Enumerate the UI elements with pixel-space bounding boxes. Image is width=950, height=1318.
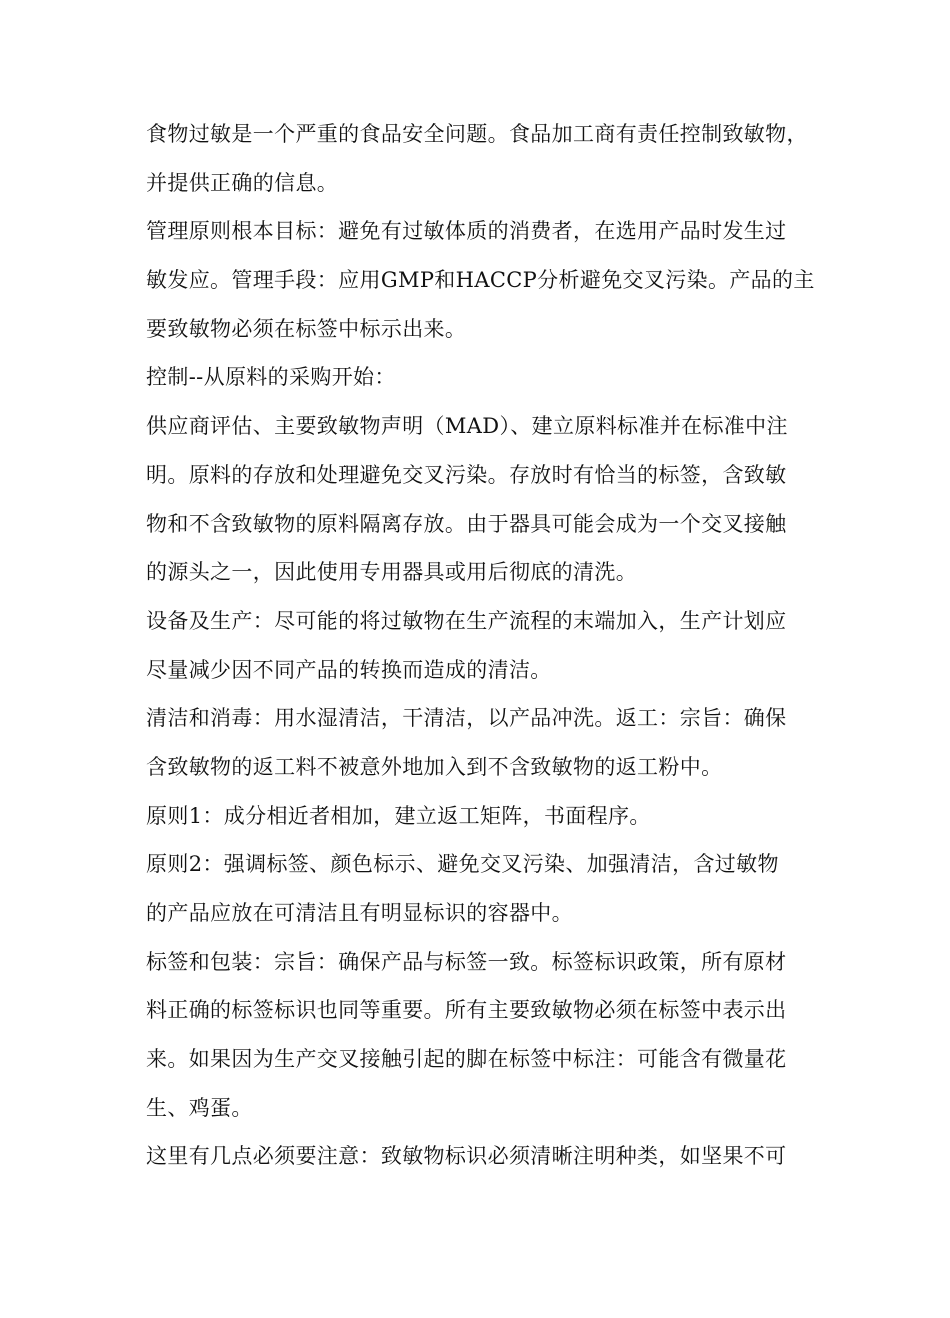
text-line: 原则2：强调标签、颜色标示、避免交叉污染、加强清洁，含过敏物 [146, 852, 779, 877]
text-line: 供应商评估、主要致敏物声明（MAD）、建立原料标准并在标准中注 [146, 414, 788, 439]
text-line: 生、鸡蛋。 [146, 1095, 253, 1120]
paragraph-cleaning-rework [146, 694, 816, 791]
text-line: 并提供正确的信息。 [146, 170, 339, 195]
paragraph-principle-2 [146, 840, 816, 937]
text-line: 敏发应。管理手段：应用GMP和HACCP分析避免交叉污染。产品的主 [146, 268, 815, 293]
paragraph-equipment-production [146, 597, 816, 694]
text-line: 的源头之一，因此使用专用器具或用后彻底的清洗。 [146, 560, 638, 585]
text-line: 设备及生产：尽可能的将过敏物在生产流程的末端加入，生产计划应 [146, 608, 787, 633]
text-line: 控制--从原料的采购开始： [146, 365, 396, 390]
document-body [146, 110, 816, 1181]
text-line: 含致敏物的返工料不被意外地加入到不含致敏物的返工粉中。 [146, 754, 723, 779]
paragraph-labeling-packaging [146, 938, 816, 1133]
paragraph-principle-1 [146, 792, 816, 841]
text-line: 标签和包装：宗旨：确保产品与标签一致。标签标识政策，所有原材 [146, 949, 787, 974]
text-line: 明。原料的存放和处理避免交叉污染。存放时有恰当的标签，含致敏 [146, 462, 787, 487]
text-line: 要致敏物必须在标签中标示出来。 [146, 316, 467, 341]
paragraph-supplier-evaluation [146, 402, 816, 597]
text-line: 尽量减少因不同产品的转换而造成的清洁。 [146, 657, 552, 682]
text-line: 的产品应放在可清洁且有明显标识的容器中。 [146, 901, 573, 925]
text-line: 原则1：成分相近者相加，建立返工矩阵，书面程序。 [146, 803, 651, 828]
paragraph-control-heading [146, 353, 816, 402]
paragraph-intro [146, 110, 816, 207]
text-line: 食物过敏是一个严重的食品安全问题。食品加工商有责任控制致敏物， [146, 122, 808, 146]
paragraph-management-principles [146, 207, 816, 353]
text-line: 清洁和消毒：用水湿清洁，干清洁，以产品冲洗。返工：宗旨：确保 [146, 706, 787, 731]
text-line: 物和不含致敏物的原料隔离存放。由于器具可能会成为一个交叉接触 [146, 511, 787, 536]
text-line: 料正确的标签标识也同等重要。所有主要致敏物必须在标签中表示出 [146, 998, 787, 1023]
text-line: 来。如果因为生产交叉接触引起的脚在标签中标注：可能含有微量花 [146, 1047, 787, 1072]
text-line: 这里有几点必须要注意：致敏物标识必须清晰注明种类，如坚果不可 [146, 1144, 787, 1169]
paragraph-notes [146, 1132, 816, 1181]
text-line: 管理原则根本目标：避免有过敏体质的消费者，在选用产品时发生过 [146, 219, 787, 244]
